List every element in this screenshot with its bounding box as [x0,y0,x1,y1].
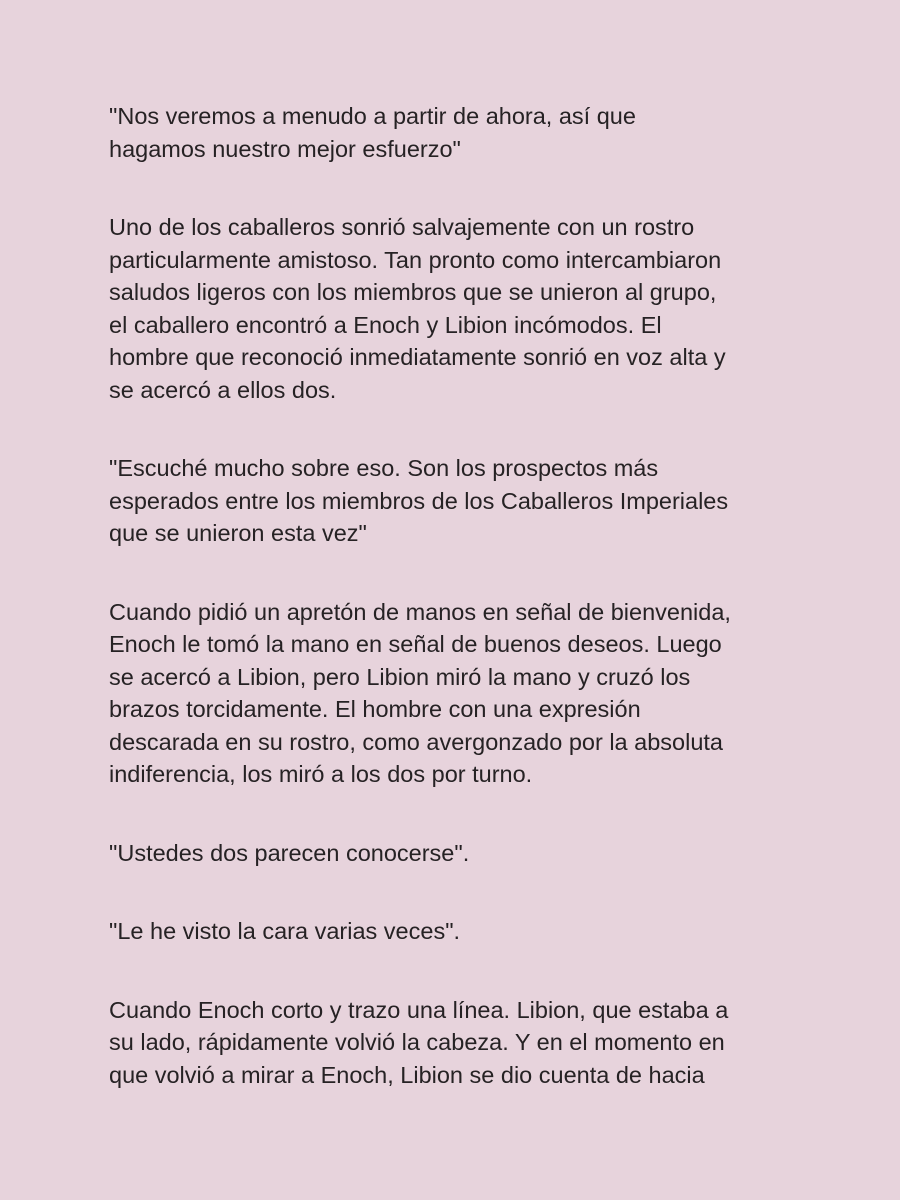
paragraph-1: "Nos veremos a menudo a partir de ahora, así que hagamos nuestro mejor esfuerzo" [109,103,636,162]
paragraph-7: Cuando Enoch corto y trazo una línea. Libion, que estaba a su lado, rápidamente volvió la cabeza. Y en el momento en que volvió a mirar a Enoch, Libion se dio cuenta de hacia [109,996,729,1088]
paragraph-2: Uno de los caballeros sonrió salvajemente con un rostro particularmente amistoso. Tan pronto como intercambiaron saludos ligeros con los miembros que se unieron al grupo, el caballero encontró a Enoch y Libion incómodos. El hombre que reconoció inmediatamente sonrió en voz alta y se acercó a ellos dos. [109,214,726,403]
document-page [109,100,809,1091]
paragraph-5: "Ustedes dos parecen conocerse". [109,839,470,866]
paragraph-6: "Le he visto la cara varias veces". [109,918,461,944]
paragraph-3: "Escuché mucho sobre eso. Son los prospectos más esperados entre los miembros de los Caballeros Imperiales que se unieron esta vez" [109,455,729,546]
paragraph-4: Cuando pidió un apretón de manos en señal de bienvenida, Enoch le tomó la mano en señal de buenos deseos. Luego se acercó a Libion, pero Libion miró la mano y cruzó los brazos torcidamente. El hombre con una expresión descarada en su rostro, como avergonzado por la absoluta indiferencia, los miró a los dos por turno. [109,598,731,787]
